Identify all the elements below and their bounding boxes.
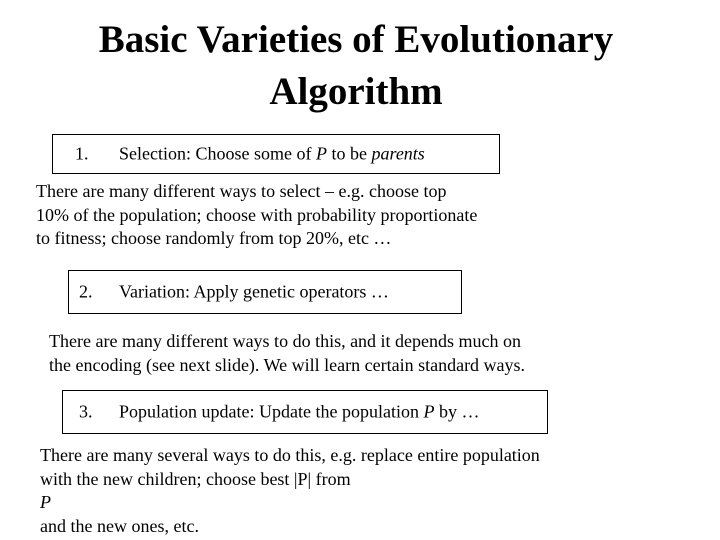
step-2-description bbox=[49, 330, 525, 377]
step-1-variable: P bbox=[315, 143, 327, 164]
step-3-text bbox=[119, 402, 479, 423]
step-1-text-before: Selection: Choose some of bbox=[119, 143, 316, 164]
step-3-text-after: by … bbox=[434, 401, 480, 422]
step-2-description-line: There are many different ways to do this, and it depends much on bbox=[49, 331, 522, 351]
step-1-number: 1. bbox=[75, 143, 89, 164]
step-2-box bbox=[68, 270, 462, 314]
step-1-box bbox=[52, 134, 500, 174]
step-1-description-line: 10% of the population; choose with probability proportionate bbox=[36, 204, 478, 225]
step-3-text-before: Population update: Update the population bbox=[119, 401, 424, 422]
step-3-number: 3. bbox=[79, 401, 93, 422]
step-3-description-line-2 bbox=[40, 468, 540, 539]
step-2-number: 2. bbox=[79, 281, 93, 302]
step-3-box bbox=[62, 390, 548, 434]
slide-title-line-2: Algorithm bbox=[269, 70, 443, 113]
step-3-description bbox=[40, 444, 540, 538]
step-2-text: Variation: Apply genetic operators … bbox=[119, 281, 389, 302]
step-1-text-middle: to be bbox=[326, 143, 372, 164]
slide-title-line-1: Basic Varieties of Evolutionary bbox=[98, 18, 614, 61]
step-3-description-variable: P bbox=[40, 492, 51, 512]
step-1-description bbox=[36, 180, 477, 251]
step-2-description-line: the encoding (see next slide). We will learn certain standard ways. bbox=[49, 354, 526, 375]
step-1-description-line: to fitness; choose randomly from top 20%, etc … bbox=[36, 228, 392, 248]
step-3-description-line-2-before: with the new children; choose best |P| from bbox=[40, 468, 351, 489]
step-1-emphasis: parents bbox=[371, 143, 425, 164]
step-3-variable: P bbox=[423, 401, 435, 422]
step-1-description-line: There are many different ways to select – e.g. choose top bbox=[36, 181, 447, 201]
step-1-text bbox=[119, 144, 425, 165]
slide-title bbox=[0, 14, 712, 118]
step-3-description-line-2-after: and the new ones, etc. bbox=[40, 515, 199, 536]
step-3-description-line-1: There are many several ways to do this, e.g. replace entire population bbox=[40, 445, 540, 465]
